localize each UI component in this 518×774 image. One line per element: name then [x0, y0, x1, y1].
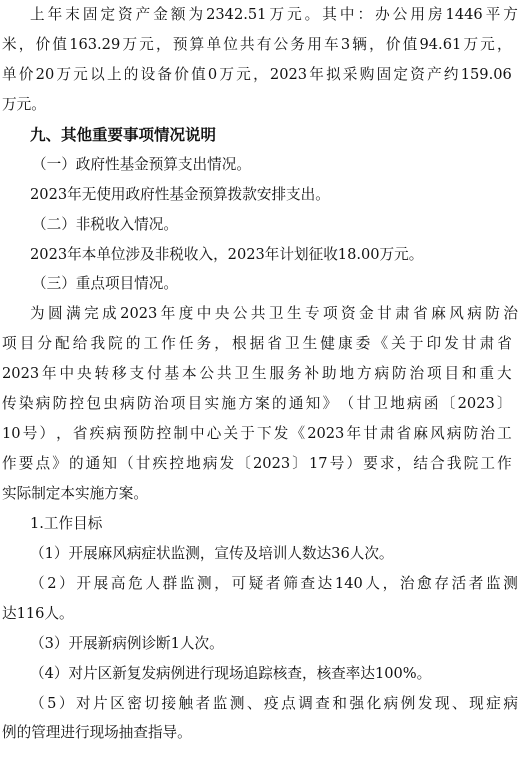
nontax-text: 2023年本单位涉及非税收入，2023年计划征收18.00万元。 [30, 246, 424, 263]
key-projects-line-4: 传 染 病 防 控 包 虫 病 防 治 项 目 实 施 方 案 的 通 知 》 （ 甘 卫 地 病 函 〔 2023 〕 [2, 395, 512, 412]
nontax-heading: （二）非税收入情况。 [32, 216, 178, 233]
assets-line-4: 万元。 [2, 96, 46, 113]
gov-fund-text: 2023年无使用政府性基金预算拨款安排支出。 [30, 186, 330, 203]
key-projects-line-6: 作 要 点 》 的 通 知 （ 甘 疾 控 地 病 发 〔 2023 〕 17 号 ） 要 求 ， 结 合 我 院 工 作 [2, 455, 512, 472]
gov-fund-heading: （一）政府性基金预算支出情况。 [32, 156, 251, 173]
goal-2-line-2: 达116人。 [2, 605, 74, 622]
key-projects-line-5: 10 号 ） ， 省 疾 病 预 防 控 制 中 心 关 于 下 发 《 2023 年 甘 肃 省 麻 风 病 防 治 工 [2, 425, 512, 442]
goal-3: （3）开展新病例诊断1人次。 [30, 635, 224, 652]
key-projects-line-2: 项 目 分 配 给 我 院 的 工 作 任 务 ， 根 据 省 卫 生 健 康 委 《 关 于 印 发 甘 肃 省 [2, 335, 512, 352]
goal-5-line-2: 例的管理进行现场抽查指导。 [2, 724, 192, 741]
section-heading: 九、其他重要事项情况说明 [30, 125, 217, 144]
goals-heading: 1.工作目标 [30, 515, 103, 532]
goal-5-line-1: （ 5 ） 对 片 区 密 切 接 触 者 监 测 、 疫 点 调 查 和 强 化 病 例 发 现 、 现 症 病 [30, 695, 518, 712]
key-projects-line-7: 实际制定本实施方案。 [2, 485, 148, 502]
assets-line-3: 单 价 20 万 元 以 上 的 设 备 价 值 0 万 元 ， 2023 年 拟 采 购 固 定 资 产 约 159.06 [2, 66, 512, 83]
goal-4: （4）对片区新复发病例进行现场追踪核查，核查率达100%。 [30, 665, 432, 682]
assets-line-2: 米 ， 价 值 163.29 万 元 ， 预 算 单 位 共 有 公 务 用 车 3 辆 ， 价 值 94.61 万 元 ， [2, 36, 512, 53]
key-projects-line-1: 为 圆 满 完 成 2023 年 度 中 央 公 共 卫 生 专 项 资 金 甘 肃 省 麻 风 病 防 治 [30, 305, 518, 322]
goal-1: （1）开展麻风病症状监测，宣传及培训人数达36人次。 [30, 545, 394, 562]
assets-line-1: 上 年 末 固 定 资 产 金 额 为 2342.51 万 元 。 其 中 ： 办 公 用 房 1446 平 方 [30, 6, 518, 23]
key-projects-line-3: 2023 年 中 央 转 移 支 付 基 本 公 共 卫 生 服 务 补 助 地 方 病 防 治 项 目 和 重 大 [2, 365, 512, 382]
key-projects-heading: （三）重点项目情况。 [32, 275, 178, 292]
goal-2-line-1: （ 2 ） 开 展 高 危 人 群 监 测 ， 可 疑 者 筛 查 达 140 人 ， 治 愈 存 活 者 监 测 [30, 575, 518, 592]
